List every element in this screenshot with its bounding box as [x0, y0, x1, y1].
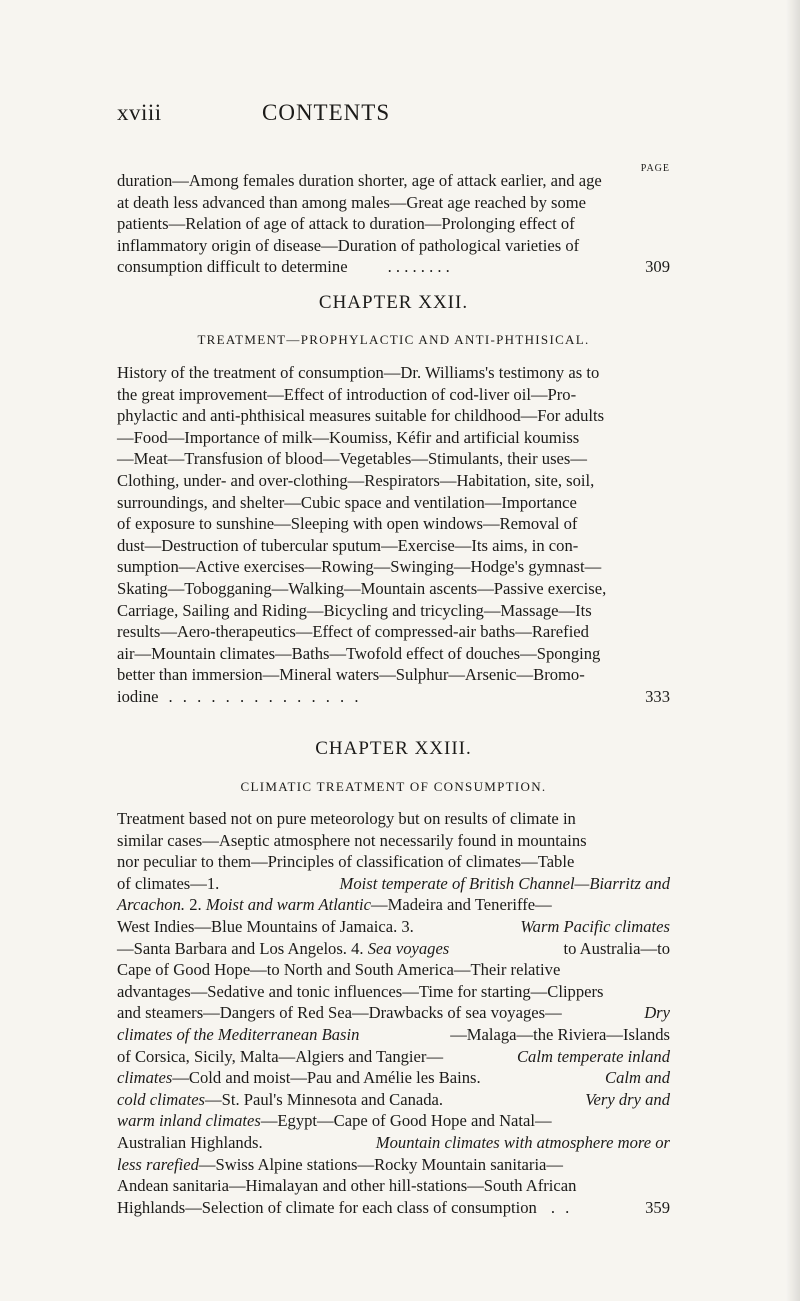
- text-line: —Meat—Transfusion of blood—Vegetables—Stimulants, their uses—: [117, 449, 587, 469]
- text-line-with-page: [117, 256, 670, 278]
- text-line: of exposure to sunshine—Sleeping with open windows—Removal of: [117, 514, 578, 534]
- text-line: Clothing, under- and over-clothing—Respirators—Habitation, site, soil,: [117, 470, 595, 490]
- text-line: [117, 1024, 670, 1046]
- text-fragment: —Swiss Alpine stations—Rocky Mountain sanitaria—: [198, 1154, 564, 1174]
- text-line-with-page: [117, 1197, 670, 1219]
- text-line: [117, 894, 670, 916]
- text-line: [117, 1046, 670, 1068]
- text-line: the great improvement—Effect of introduction of cod-liver oil—Pro-: [117, 384, 577, 404]
- text-line: dust—Destruction of tubercular sputum—Exercise—Its aims, in con-: [117, 535, 579, 555]
- text-fragment: —Egypt—Cape of Good Hope and Natal—: [260, 1111, 552, 1131]
- text-fragment: and steamers—Dangers of Red Sea—Drawbacks of sea voyages—: [117, 1003, 562, 1023]
- chapter-subtitle: CLIMATIC TREATMENT OF CONSUMPTION.: [240, 779, 547, 794]
- page-column-label: PAGE: [640, 163, 670, 174]
- text-line: inflammatory origin of disease—Duration of pathological varieties of: [117, 235, 580, 255]
- text-line: Carriage, Sailing and Riding—Bicycling and tricycling—Massage—Its: [117, 600, 592, 620]
- text-fragment: —Cold and moist—Pau and Amélie les Bains.: [172, 1068, 481, 1088]
- text-line-with-page: [117, 686, 670, 708]
- text-fragment: of climates—1.: [117, 873, 220, 893]
- italic-fragment: Mountain climates with atmosphere more or: [375, 1132, 670, 1152]
- italic-fragment: climates of the Mediterranean Basin: [117, 1024, 360, 1044]
- running-title: CONTENTS: [262, 100, 391, 125]
- italic-fragment: less rarefied: [117, 1154, 199, 1174]
- italic-fragment: Calm temperate inland: [516, 1046, 670, 1066]
- italic-fragment: Sea voyages: [367, 938, 450, 958]
- text-fragment: Highlands—Selection of climate for each class of consumption: [117, 1197, 537, 1217]
- text-line: air—Mountain climates—Baths—Twofold effect of douches—Sponging: [117, 643, 601, 663]
- page-number: 309: [645, 257, 670, 277]
- text-line: patients—Relation of age of attack to duration—Prolonging effect of: [117, 214, 575, 234]
- chapter-title: CHAPTER XXII.: [318, 292, 469, 313]
- page-number: 333: [645, 686, 670, 706]
- text-fragment: West Indies—Blue Mountains of Jamaica. 3.: [117, 916, 414, 936]
- text-fragment: Australian Highlands.: [117, 1132, 263, 1152]
- text-line: better than immersion—Mineral waters—Sulphur—Arsenic—Bromo-: [117, 665, 585, 685]
- page-edge-shadow: [786, 0, 800, 1301]
- text-line: results—Aero-therapeutics—Effect of compressed-air baths—Rarefied: [117, 622, 589, 642]
- text-line: [117, 1089, 670, 1111]
- text-line: nor peculiar to them—Principles of classification of climates—Table: [117, 852, 575, 872]
- italic-fragment: Moist temperate of British Channel—Biarritz and: [339, 873, 670, 893]
- text-line: [117, 1132, 670, 1154]
- chapter-summary: [117, 362, 670, 708]
- continuation-entry: [117, 170, 670, 278]
- text-line: [117, 1110, 670, 1132]
- text-fragment: —Santa Barbara and Los Angelos. 4.: [117, 938, 364, 958]
- italic-fragment: climates: [117, 1068, 173, 1088]
- dot-leader: . . . . . . . .: [387, 257, 450, 277]
- italic-fragment: warm inland climates: [117, 1111, 261, 1131]
- text-line: Andean sanitaria—Himalayan and other hill-stations—South African: [117, 1176, 577, 1196]
- text-line: duration—Among females duration shorter, age of attack earlier, and age: [117, 171, 602, 190]
- text-fragment: iodine: [117, 686, 159, 706]
- text-line: Treatment based not on pure meteorology but on results of climate in: [117, 809, 576, 828]
- text-line: [117, 916, 670, 938]
- running-header: [117, 100, 670, 134]
- text-fragment: —Madeira and Teneriffe—: [371, 895, 552, 915]
- text-line: advantages—Sedative and tonic influences—Time for starting—Clippers: [117, 981, 604, 1001]
- italic-fragment: Arcachon.: [117, 895, 186, 915]
- italic-fragment: cold climates: [117, 1089, 206, 1109]
- text-fragment: consumption difficult to determine: [117, 257, 348, 277]
- text-line: Skating—Tobogganing—Walking—Mountain ascents—Passive exercise,: [117, 578, 607, 598]
- chapter-subtitle: TREATMENT—PROPHYLACTIC AND ANTI-PHTHISICAL.: [197, 332, 590, 347]
- text-line: —Food—Importance of milk—Koumiss, Kéfir and artificial koumiss: [117, 427, 580, 447]
- italic-fragment: Very dry and: [585, 1089, 670, 1109]
- text-fragment: of Corsica, Sicily, Malta—Algiers and Tangier—: [117, 1046, 444, 1066]
- text-line: [117, 938, 670, 960]
- text-line: History of the treatment of consumption—Dr. Williams's testimony as to: [117, 363, 600, 382]
- dot-leader: . .: [550, 1197, 573, 1217]
- text-fragment: 2.: [189, 895, 202, 915]
- chapter-title: CHAPTER XXIII.: [315, 738, 472, 759]
- text-line: [117, 1002, 670, 1024]
- text-line: Cape of Good Hope—to North and South America—Their relative: [117, 960, 561, 980]
- page-number: 359: [645, 1197, 670, 1217]
- page-folio: xviii: [117, 100, 162, 125]
- text-line: phylactic and anti-phthisical measures suitable for childhood—For adults: [117, 406, 605, 426]
- italic-fragment: Warm Pacific climates: [520, 916, 670, 936]
- dot-leader: . . . . . . . . . . . . . .: [168, 686, 362, 706]
- text-line: similar cases—Aseptic atmosphere not necessarily found in mountains: [117, 830, 587, 850]
- text-line: at death less advanced than among males—Great age reached by some: [117, 192, 587, 212]
- italic-fragment: Calm and: [605, 1068, 670, 1088]
- chapter-summary: [117, 808, 670, 1218]
- text-line: surroundings, and shelter—Cubic space and ventilation—Importance: [117, 492, 577, 512]
- text-line: sumption—Active exercises—Rowing—Swinging—Hodge's gymnast—: [117, 557, 602, 577]
- italic-fragment: Moist and warm Atlantic: [205, 895, 371, 915]
- text-line: [117, 873, 670, 895]
- italic-fragment: Dry: [644, 1003, 670, 1023]
- text-fragment: —St. Paul's Minnesota and Canada.: [205, 1089, 444, 1109]
- text-line: [117, 1154, 670, 1176]
- text-fragment: —Malaga—the Riviera—Islands: [450, 1024, 670, 1044]
- text-fragment: to Australia—to: [563, 938, 670, 958]
- text-line: [117, 1067, 670, 1089]
